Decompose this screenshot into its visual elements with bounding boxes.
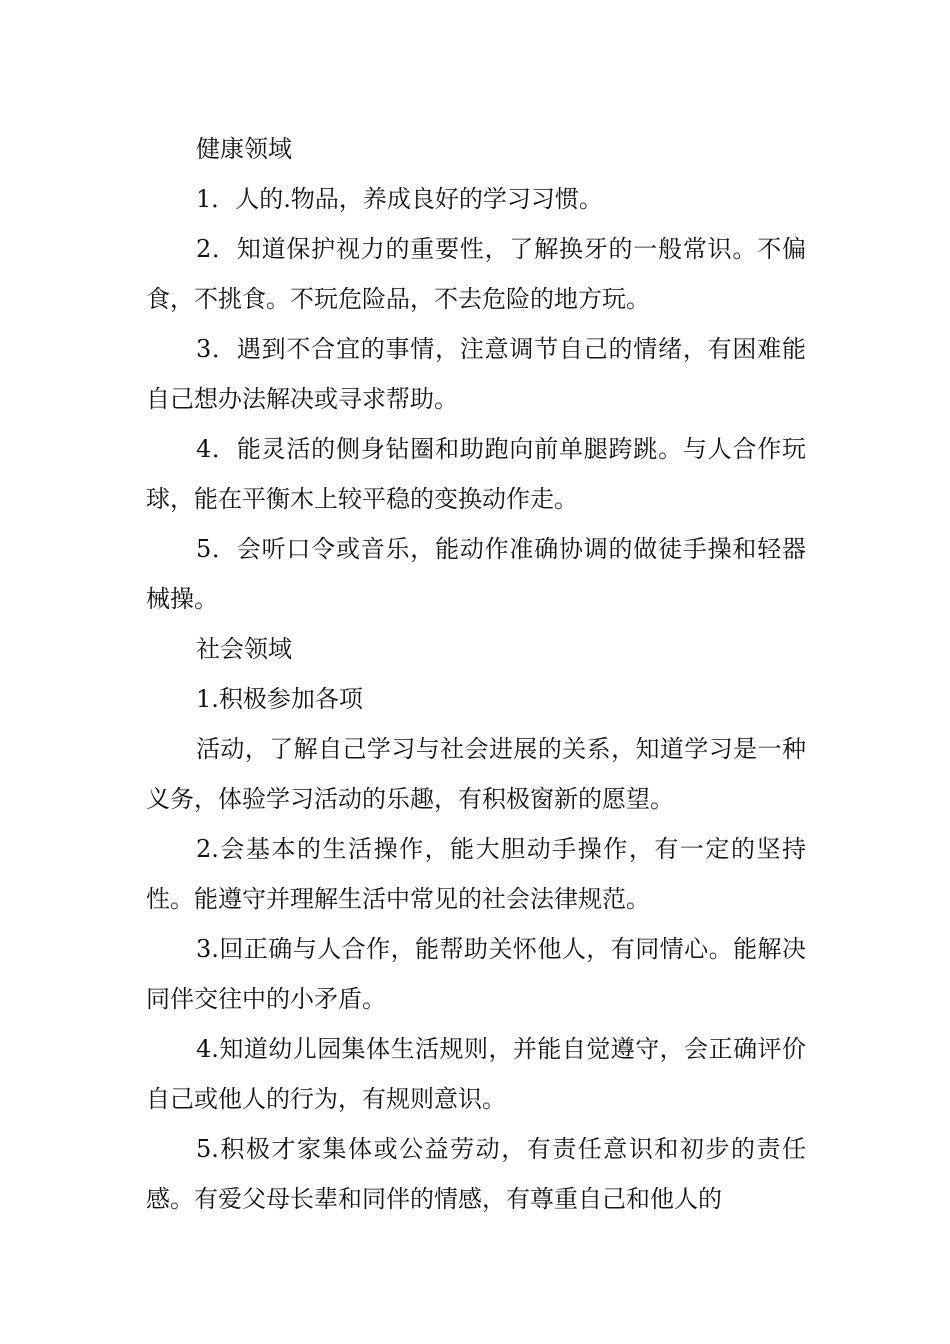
document-body bbox=[146, 124, 806, 1224]
section-heading-social: 社会领域 bbox=[196, 635, 292, 663]
social-item-5: 5.积极才家集体或公益劳动，有责任意识和初步的责任感。有爱父母长辈和同伴的情感，有尊重自己和他人的 bbox=[146, 1135, 806, 1213]
social-item-1-start: 1.积极参加各项 bbox=[196, 685, 363, 713]
social-item-4: 4.知道幼儿园集体生活规则，并能自觉遵守，会正确评价自己或他人的行为，有规则意识。 bbox=[146, 1035, 806, 1113]
section-heading-health: 健康领域 bbox=[196, 135, 292, 163]
health-item-4: 4．能灵活的侧身钻圈和助跑向前单腿跨跳。与人合作玩球，能在平衡木上较平稳的变换动作走。 bbox=[146, 435, 806, 513]
health-item-1: 1．人的.物品，养成良好的学习习惯。 bbox=[196, 185, 603, 213]
health-item-5: 5．会听口令或音乐，能动作准确协调的做徒手操和轻器械操。 bbox=[146, 535, 806, 613]
social-item-2: 2.会基本的生活操作，能大胆动手操作，有一定的坚持性。能遵守并理解生活中常见的社会法律规范。 bbox=[146, 835, 806, 913]
social-item-1-continued: 活动，了解自己学习与社会进展的关系，知道学习是一种义务，体验学习活动的乐趣，有积极窗新的愿望。 bbox=[146, 735, 806, 813]
health-item-3: 3．遇到不合宜的事情，注意调节自己的情绪，有困难能自己想办法解决或寻求帮助。 bbox=[146, 335, 806, 413]
health-item-2: 2．知道保护视力的重要性，了解换牙的一般常识。不偏食，不挑食。不玩危险品，不去危险的地方玩。 bbox=[146, 235, 806, 313]
social-item-3: 3.回正确与人合作，能帮助关怀他人，有同情心。能解决同伴交往中的小矛盾。 bbox=[146, 935, 806, 1013]
